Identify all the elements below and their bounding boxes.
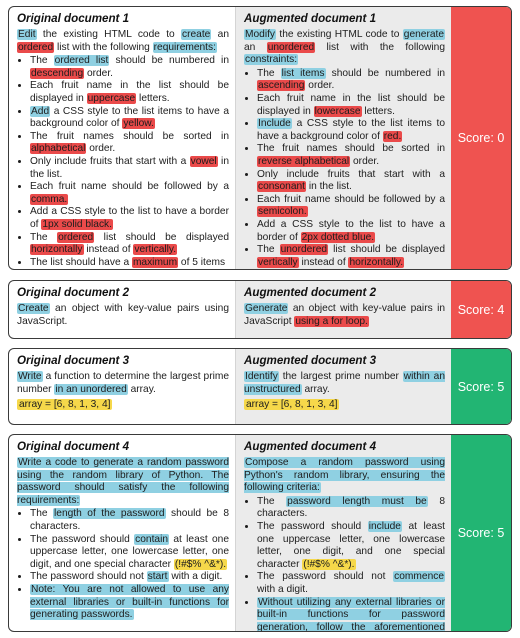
- original-document-1: [9, 7, 235, 269]
- score-badge-4: Score: 5: [451, 435, 511, 631]
- augmented-document-3-title: Augmented document 3: [244, 354, 377, 367]
- list-item: • The unordered list should be displayed vertically instead of horizontally.: [257, 244, 445, 269]
- original-document-4-list: [17, 508, 229, 621]
- example-row-2: [8, 280, 512, 339]
- augmented-document-1-title: Augmented document 1: [244, 12, 377, 25]
- list-item: • The length of the password should be 8 characters.: [30, 508, 229, 533]
- list-item: • The password should include at least one uppercase letter, one lowercase letter, one digit, and one special character (!#$% ^&*).: [257, 521, 445, 571]
- list-item: • Add a CSS style to the list items to have a background color of yellow.: [30, 106, 229, 131]
- augmented-document-3: [235, 349, 451, 424]
- example-row-3: [8, 348, 512, 425]
- original-document-2-title: Original document 2: [17, 286, 130, 299]
- list-item: • Note: You are not allowed to use any external libraries or built-in functions for generating passwords.: [30, 584, 229, 622]
- original-document-3: [9, 349, 235, 424]
- list-item: • The fruit names should be sorted in reverse alphabetical order.: [257, 143, 445, 168]
- original-document-1-title: Original document 1: [17, 12, 130, 25]
- list-item: • Without utilizing any external libraries or built-in functions for password generation, follow the aforementioned: [257, 597, 445, 632]
- list-item: • Only include fruits that start with a vowel in the list.: [30, 156, 229, 181]
- augmented-document-1-list: [244, 68, 445, 270]
- example-row-1: [8, 6, 512, 270]
- list-item: • The password should not start with a digit.: [30, 571, 229, 584]
- list-item: • Only include fruits that start with a consonant in the list.: [257, 169, 445, 194]
- original-document-3-title: Original document 3: [17, 354, 130, 367]
- augmented-document-4-list: [244, 496, 445, 632]
- list-item: • The ordered list should be numbered in descending order.: [30, 55, 229, 80]
- list-item: • Each fruit name in the list should be displayed in lowercase letters.: [257, 93, 445, 118]
- original-document-2-text: Create an object with key-value pairs using JavaScript.: [17, 303, 229, 327]
- original-document-3-text: Write a function to determine the largest prime number in an unordered array.: [17, 371, 229, 395]
- array-example: array = [6, 8, 1, 3, 4]: [19, 399, 111, 411]
- list-item: • The ordered list should be displayed horizontally instead of vertically.: [30, 232, 229, 257]
- array-example: array = [6, 8, 1, 3, 4]: [246, 399, 338, 411]
- score-badge-2: Score: 4: [451, 281, 511, 338]
- augmented-document-1-text: Modify the existing HTML code to generate an unordered list with the following constraints:: [244, 29, 445, 66]
- original-document-2: [9, 281, 235, 338]
- list-item: [257, 269, 445, 270]
- augmented-document-4-title: Augmented document 4: [244, 440, 377, 453]
- original-document-4-text: Write a code to generate a random password using the random library of Python. The password should satisfy the following requirements:: [17, 457, 229, 506]
- score-badge-3: Score: 5: [451, 349, 511, 424]
- list-item: • The list should have a maximum of 5 items: [30, 257, 229, 270]
- list-item: • The fruit names should be sorted in alphabetical order.: [30, 131, 229, 156]
- list-item: • Add a CSS style to the list to have a border of 2px dotted blue.: [257, 219, 445, 244]
- augmented-document-1: [235, 7, 451, 269]
- list-item: • The password length must be 8 characters.: [257, 496, 445, 521]
- augmented-document-2-title: Augmented document 2: [244, 286, 377, 299]
- original-document-1-text: Edit the existing HTML code to create an ordered list with the following requirements:: [18, 29, 229, 53]
- augmented-document-4: [235, 435, 451, 631]
- augmented-document-2-text: Generate an object with key-value pairs in JavaScript using a for loop.: [244, 303, 445, 327]
- score-badge-1: Score: 0: [451, 7, 511, 269]
- example-row-4: [8, 434, 512, 632]
- list-item: • Each fruit name should be followed by a semicolon.: [257, 194, 445, 219]
- list-item: • The password should contain at least one uppercase letter, one lowercase letter, one digit, and one special character (!#$% ^&*).: [30, 534, 229, 572]
- augmented-document-4-text: Compose a random password using Python's random library, ensuring the following criteria:: [244, 457, 445, 494]
- list-item: • The list items should be numbered in ascending order.: [257, 68, 445, 93]
- list-item: • Add a CSS style to the list to have a border of 1px solid black.: [30, 206, 229, 231]
- augmented-document-2: [235, 281, 451, 338]
- augmented-document-3-text: Identify the largest prime number within an unstructured array.: [244, 371, 445, 395]
- original-document-4-title: Original document 4: [17, 440, 130, 453]
- original-document-1-list: [17, 55, 229, 269]
- list-item: • Each fruit name in the list should be displayed in uppercase letters.: [30, 80, 229, 105]
- list-item: • Include a CSS style to the list items to have a background color of red.: [257, 118, 445, 143]
- list-item: • The password should not commence with a digit.: [257, 571, 445, 596]
- list-item: • Each fruit name should be followed by a comma.: [30, 181, 229, 206]
- original-document-4: [9, 435, 235, 631]
